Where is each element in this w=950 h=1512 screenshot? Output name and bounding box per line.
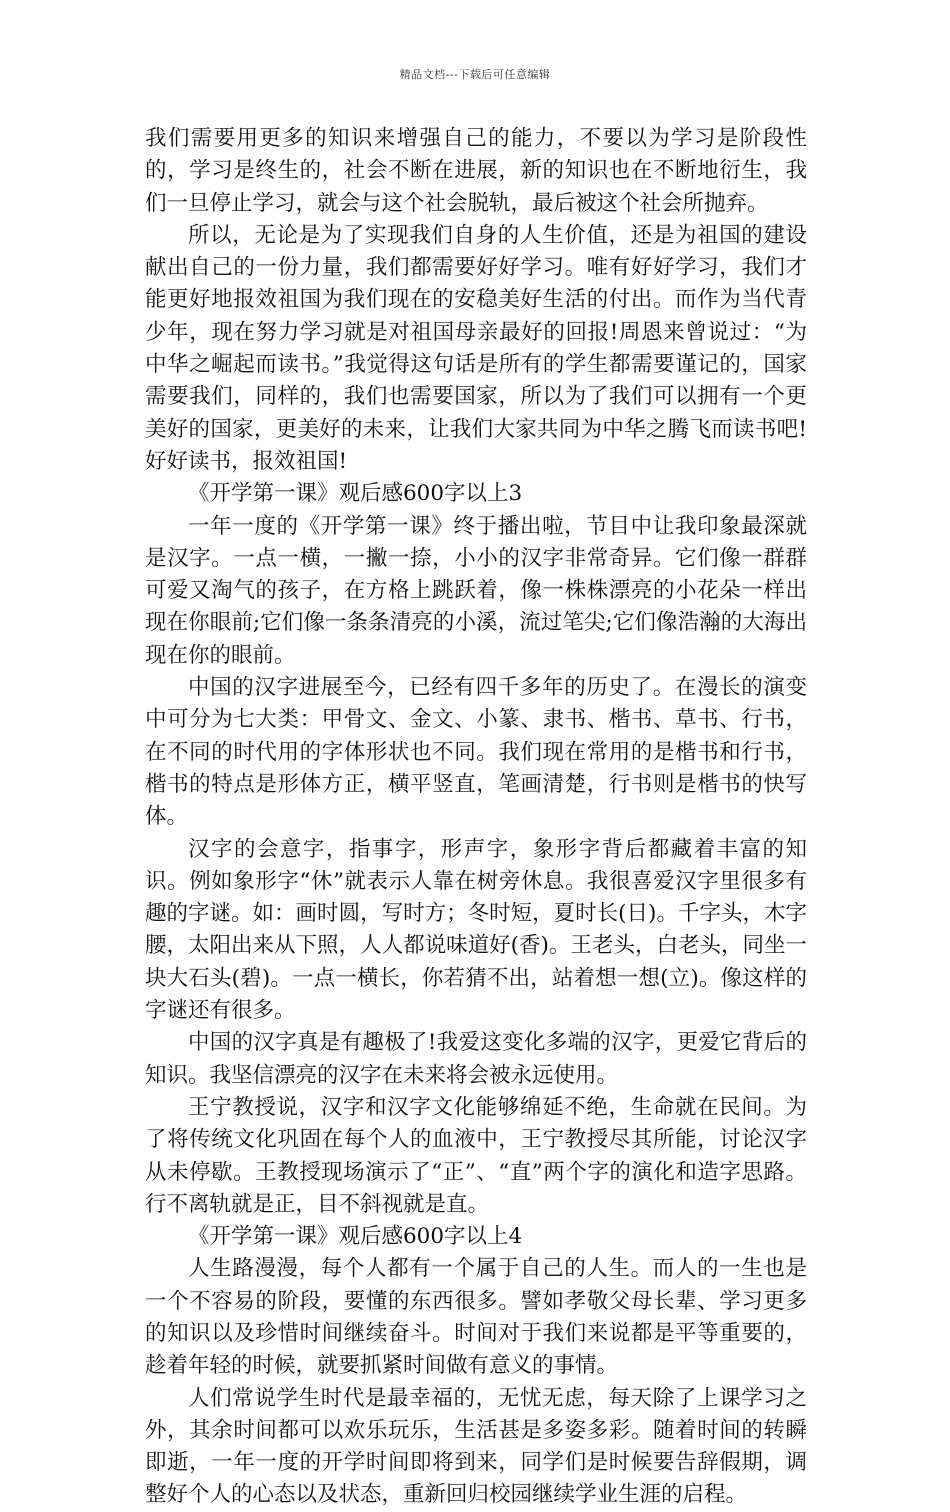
paragraph: 王宁教授说，汉字和汉字文化能够绵延不绝，生命就在民间。为了将传统文化巩固在每个人的血液中，王宁教授尽其所能，讨论汉字从未停歇。王教授现场演示了“正”、“直”两个字的演化和造字思路。行不离轨就是正，目不斜视就是直。 [145,1094,807,1217]
paragraph: 人生路漫漫，每个人都有一个属于自己的人生。而人的一生也是一个不容易的阶段，要懂的东西很多。譬如孝敬父母长辈、学习更多的知识以及珍惜时间继续奋斗。时间对于我们来说都是平等重要的，趁着年轻的时候，就要抓紧时间做有意义的事情。 [145,1256,807,1379]
paragraph: 中国的汉字进展至今，已经有四千多年的历史了。在漫长的演变中可分为七大类：甲骨文、金文、小篆、隶书、楷书、草书、行书，在不同的时代用的字体形状也不同。我们现在常用的是楷书和行书，楷书的特点是形体方正，横平竖直，笔画清楚，行书则是楷书的快写体。 [145,675,807,830]
paragraph: 我们需要用更多的知识来增强自己的能力，不要以为学习是阶段性的，学习是终生的，社会不断在进展，新的知识也在不断地衍生，我们一旦停止学习，就会与这个社会脱轨，最后被这个社会所抛弃。 [145,126,807,216]
page-header: 精品文档---下载后可任意编辑 [399,68,551,81]
paragraph: 一年一度的《开学第一课》终于播出啦，节目中让我印象最深就是汉字。一点一横，一撇一捺，小小的汉字非常奇异。它们像一群群可爱又淘气的孩子，在方格上跳跃着，像一株株漂亮的小花朵一样出现在你眼前;它们像一条条清亮的小溪，流过笔尖;它们像浩瀚的大海出现在你的眼前。 [145,513,807,668]
section-heading: 《开学第一课》观后感600字以上4 [188,1224,523,1250]
paragraph: 中国的汉字真是有趣极了!我爱这变化多端的汉字，更爱它背后的知识。我坚信漂亮的汉字在未来将会被永远使用。 [145,1030,807,1088]
section-heading: 《开学第一课》观后感600字以上3 [188,481,523,507]
paragraph: 汉字的会意字，指事字，形声字，象形字背后都藏着丰富的知识。例如象形字“休”就表示人靠在树旁休息。我很喜爱汉字里很多有趣的字谜。如：画时圆，写时方；冬时短，夏时长(日)。千字头，木字腰，太阳出来从下照，人人都说味道好(香)。王老头，白老头，同坐一块大石头(碧)。一点一横长，你若猜不出，站着想一想(立)。像这样的字谜还有很多。 [145,836,807,1024]
paragraph: 人们常说学生时代是最幸福的，无忧无虑，每天除了上课学习之外，其余时间都可以欢乐玩乐，生活甚是多姿多彩。随着时间的转瞬即逝，一年一度的开学时间即将到来，同学们是时候要告辞假期，调整好个人的心态以及状态，重新回归校园继续学业生涯的启程。 [145,1385,807,1508]
document-body [145,123,807,1512]
paragraph: 所以，无论是为了实现我们自身的人生价值，还是为祖国的建设献出自己的一份力量，我们都需要好好学习。唯有好好学习，我们才能更好地报效祖国为我们现在的安稳美好生活的付出。而作为当代青少年，现在努力学习就是对祖国母亲最好的回报!周恩来曾说过：“为中华之崛起而读书。”我觉得这句话是所有的学生都需要谨记的，国家需要我们，同样的，我们也需要国家，所以为了我们可以拥有一个更美好的国家，更美好的未来，让我们大家共同为中华之腾飞而读书吧!好好读书，报效祖国! [145,222,807,474]
